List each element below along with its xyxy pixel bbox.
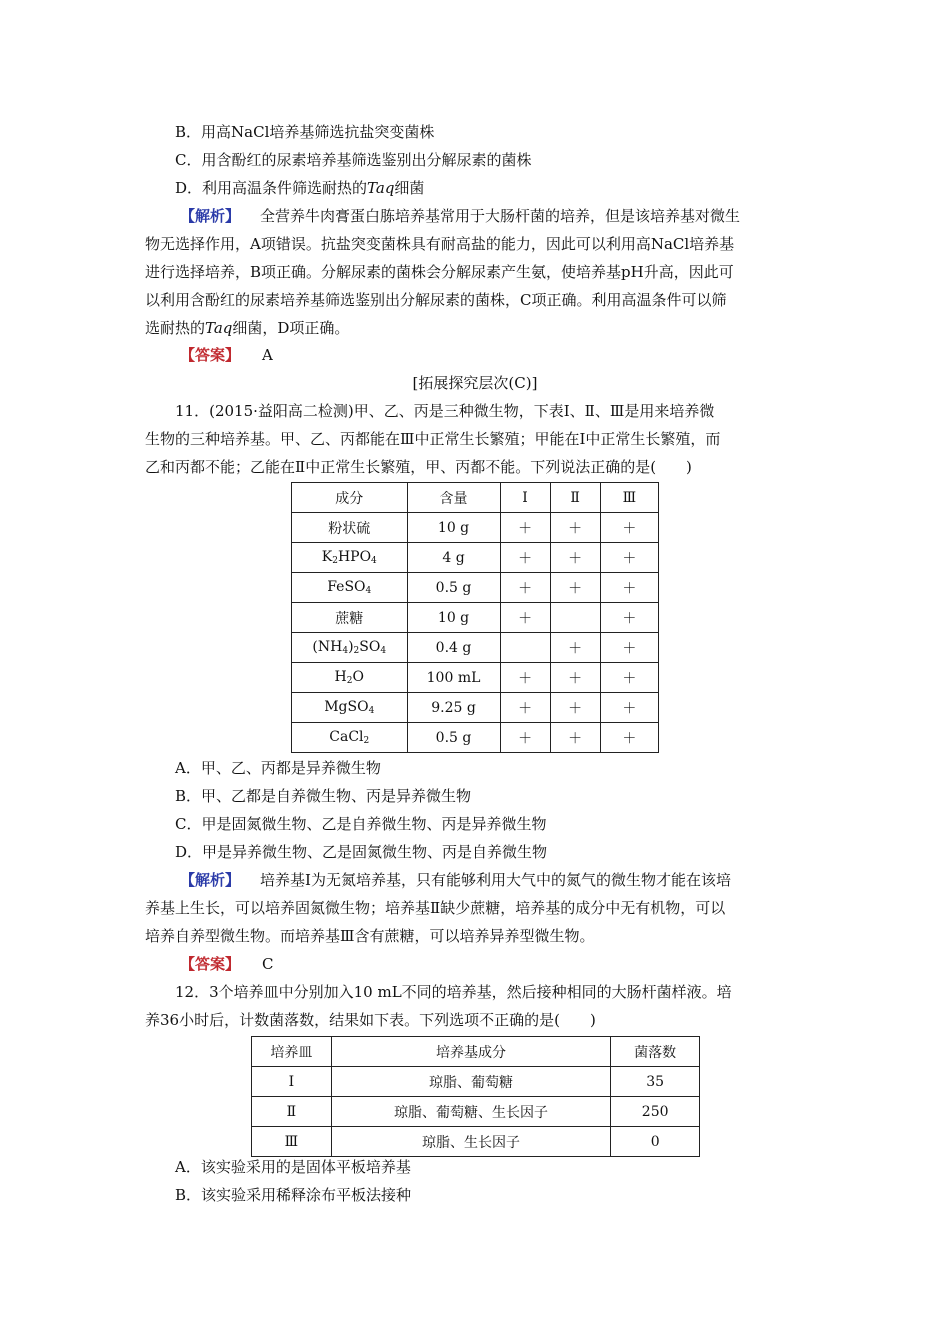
table-cell (500, 633, 550, 663)
q11-analysis-line3: 培养自养型微生物。而培养基Ⅲ含有蔗糖，可以培养异养型微生物。 (145, 927, 595, 945)
table-cell: 0.4 g (407, 633, 500, 663)
table-cell: ＋ (550, 543, 600, 573)
table-cell: 蔗糖 (292, 603, 408, 633)
table-cell: ＋ (500, 543, 550, 573)
table-cell: 10 g (407, 513, 500, 543)
table-row (292, 723, 659, 753)
table-cell: 0.5 g (407, 573, 500, 603)
q10-analysis-line5-suffix: 细菌，D项正确。 (232, 319, 350, 337)
q12-colony-table (251, 1036, 700, 1157)
q12-option-a: A．该实验采用的是固体平板培养基 (175, 1158, 411, 1176)
table-cell: Ⅱ (252, 1097, 332, 1127)
table-header-cell: 培养基成分 (331, 1037, 611, 1067)
q11-option-d: D．甲是异养微生物、乙是固氮微生物、丙是自养微生物 (175, 843, 548, 861)
q10-option-c: C．用含酚红的尿素培养基筛选鉴别出分解尿素的菌株 (175, 151, 532, 169)
table-header-cell: Ⅰ (500, 483, 550, 513)
q10-analysis-line1 (180, 206, 740, 226)
table-cell: ＋ (600, 543, 658, 573)
table-cell: ＋ (600, 723, 658, 753)
table-header-cell: Ⅱ (550, 483, 600, 513)
q11-option-a: A．甲、乙、丙都是异养微生物 (175, 759, 381, 777)
table-cell: Ⅲ (252, 1127, 332, 1157)
table-cell: ＋ (550, 513, 600, 543)
q10-analysis-line5 (145, 318, 810, 338)
table-cell: 10 g (407, 603, 500, 633)
table-cell: ＋ (550, 633, 600, 663)
q11-medium-table (291, 482, 659, 753)
q12-option-b: B．该实验采用稀释涂布平板法接种 (175, 1186, 412, 1204)
table-header-cell: Ⅲ (600, 483, 658, 513)
q10-option-d (175, 178, 424, 198)
table-header-cell: 成分 (292, 483, 408, 513)
q10-option-d-prefix: D．利用高温条件筛选耐热的 (175, 179, 368, 197)
q10-option-d-suffix: 细菌 (394, 179, 425, 197)
table-header-cell: 菌落数 (611, 1037, 700, 1067)
q10-analysis-line4: 以利用含酚红的尿素培养基筛选鉴别出分解尿素的菌株，C项正确。利用高温条件可以筛 (145, 291, 727, 309)
table-row (292, 543, 659, 573)
table-cell: 100 mL (407, 663, 500, 693)
table-cell: ＋ (600, 513, 658, 543)
table-cell: 35 (611, 1067, 700, 1097)
q12-stem-line1: 12．3个培养皿中分别加入10 mL不同的培养基，然后接种相同的大肠杆菌样液。培 (175, 983, 732, 1001)
table-row (292, 573, 659, 603)
table-cell: 琼脂、生长因子 (331, 1127, 611, 1157)
table-cell: $K_2HPO_4$ (292, 543, 408, 573)
q11-stem-line1: 11．(2015·益阳高二检测)甲、乙、丙是三种微生物，下表Ⅰ、Ⅱ、Ⅲ是用来培养微 (175, 402, 715, 420)
table-cell: FeSO$_4$ (292, 573, 408, 603)
table-cell: ＋ (600, 603, 658, 633)
q11-answer-line (180, 954, 274, 974)
q11-answer-tag: 【答案】 (180, 955, 241, 973)
table-cell: 9.25 g (407, 693, 500, 723)
table-cell: ＋ (600, 693, 658, 723)
q10-answer-tag: 【答案】 (180, 346, 241, 364)
table-cell: ＋ (500, 603, 550, 633)
table-cell: CaCl$_2$ (292, 723, 408, 753)
q11-option-b: B．甲、乙都是自养微生物、丙是异养微生物 (175, 787, 472, 805)
table-cell: 琼脂、葡萄糖 (331, 1067, 611, 1097)
table-cell: ＋ (600, 573, 658, 603)
q10-analysis-tag: 【解析】 (180, 207, 241, 225)
table-cell: ＋ (500, 663, 550, 693)
table-cell: ＋ (500, 573, 550, 603)
q10-analysis-text1: 全营养牛肉膏蛋白胨培养基常用于大肠杆菌的培养，但是该培养基对微生 (260, 207, 741, 225)
table-row (292, 693, 659, 723)
q10-analysis-line2: 物无选择作用，A项错误。抗盐突变菌株具有耐高盐的能力，因此可以利用高NaCl培养基 (145, 235, 735, 253)
section-title: [拓展探究层次(C)] (412, 374, 538, 392)
table-row (252, 1067, 700, 1097)
table-header-row (252, 1037, 700, 1067)
table-header-row (292, 483, 659, 513)
q10-analysis-line5-italic: Taq (205, 319, 233, 337)
q11-stem-line2: 生物的三种培养基。甲、乙、丙都能在Ⅲ中正常生长繁殖；甲能在Ⅰ中正常生长繁殖，而 (145, 430, 721, 448)
table-cell: ＋ (550, 663, 600, 693)
table-cell: ＋ (500, 723, 550, 753)
table-row (292, 663, 659, 693)
table-cell (550, 603, 600, 633)
q11-analysis-text1: 培养基Ⅰ为无氮培养基，只有能够利用大气中的氮气的微生物才能在该培 (260, 871, 731, 889)
table-cell: Ⅰ (252, 1067, 332, 1097)
table-header-cell: 培养皿 (252, 1037, 332, 1067)
q11-analysis-tag: 【解析】 (180, 871, 241, 889)
table-cell: $H_2O$ (292, 663, 408, 693)
q10-answer: A (262, 346, 273, 364)
table-cell: ＋ (550, 573, 600, 603)
q10-option-b: B．用高NaCl培养基筛选抗盐突变菌株 (175, 123, 435, 141)
table-cell: 0.5 g (407, 723, 500, 753)
q11-answer: C (262, 955, 274, 973)
table-row (252, 1127, 700, 1157)
table-cell: $(NH_4)_2SO_4$ (292, 633, 408, 663)
q11-analysis-line2: 养基上生长，可以培养固氮微生物；培养基Ⅱ缺少蔗糖，培养基的成分中无有机物，可以 (145, 899, 726, 917)
table-cell: ＋ (500, 693, 550, 723)
table-cell: 4 g (407, 543, 500, 573)
table-cell: MgSO$_4$ (292, 693, 408, 723)
q11-stem-line3: 乙和丙都不能；乙能在Ⅱ中正常生长繁殖，甲、丙都不能。下列说法正确的是( ) (145, 458, 692, 476)
table-cell: 250 (611, 1097, 700, 1127)
q11-analysis-line1 (180, 870, 731, 890)
table-row (292, 603, 659, 633)
table-cell: 粉状硫 (292, 513, 408, 543)
table-cell: ＋ (600, 663, 658, 693)
table-cell: 琼脂、葡萄糖、生长因子 (331, 1097, 611, 1127)
table-header-cell: 含量 (407, 483, 500, 513)
q10-answer-line (180, 345, 273, 365)
table-cell: ＋ (550, 723, 600, 753)
table-cell: ＋ (600, 633, 658, 663)
table-row (252, 1097, 700, 1127)
table-cell: 0 (611, 1127, 700, 1157)
q11-option-c: C．甲是固氮微生物、乙是自养微生物、丙是异养微生物 (175, 815, 547, 833)
q10-analysis-line5-prefix: 选耐热的 (145, 319, 206, 337)
q10-option-d-italic: Taq (367, 179, 395, 197)
q12-stem-line2: 养36小时后，计数菌落数，结果如下表。下列选项不正确的是( ) (145, 1011, 596, 1029)
q10-analysis-line3: 进行选择培养，B项正确。分解尿素的菌株会分解尿素产生氨，使培养基pH升高，因此可 (145, 263, 734, 281)
table-row (292, 633, 659, 663)
table-cell: ＋ (500, 513, 550, 543)
table-cell: ＋ (550, 693, 600, 723)
table-row (292, 513, 659, 543)
